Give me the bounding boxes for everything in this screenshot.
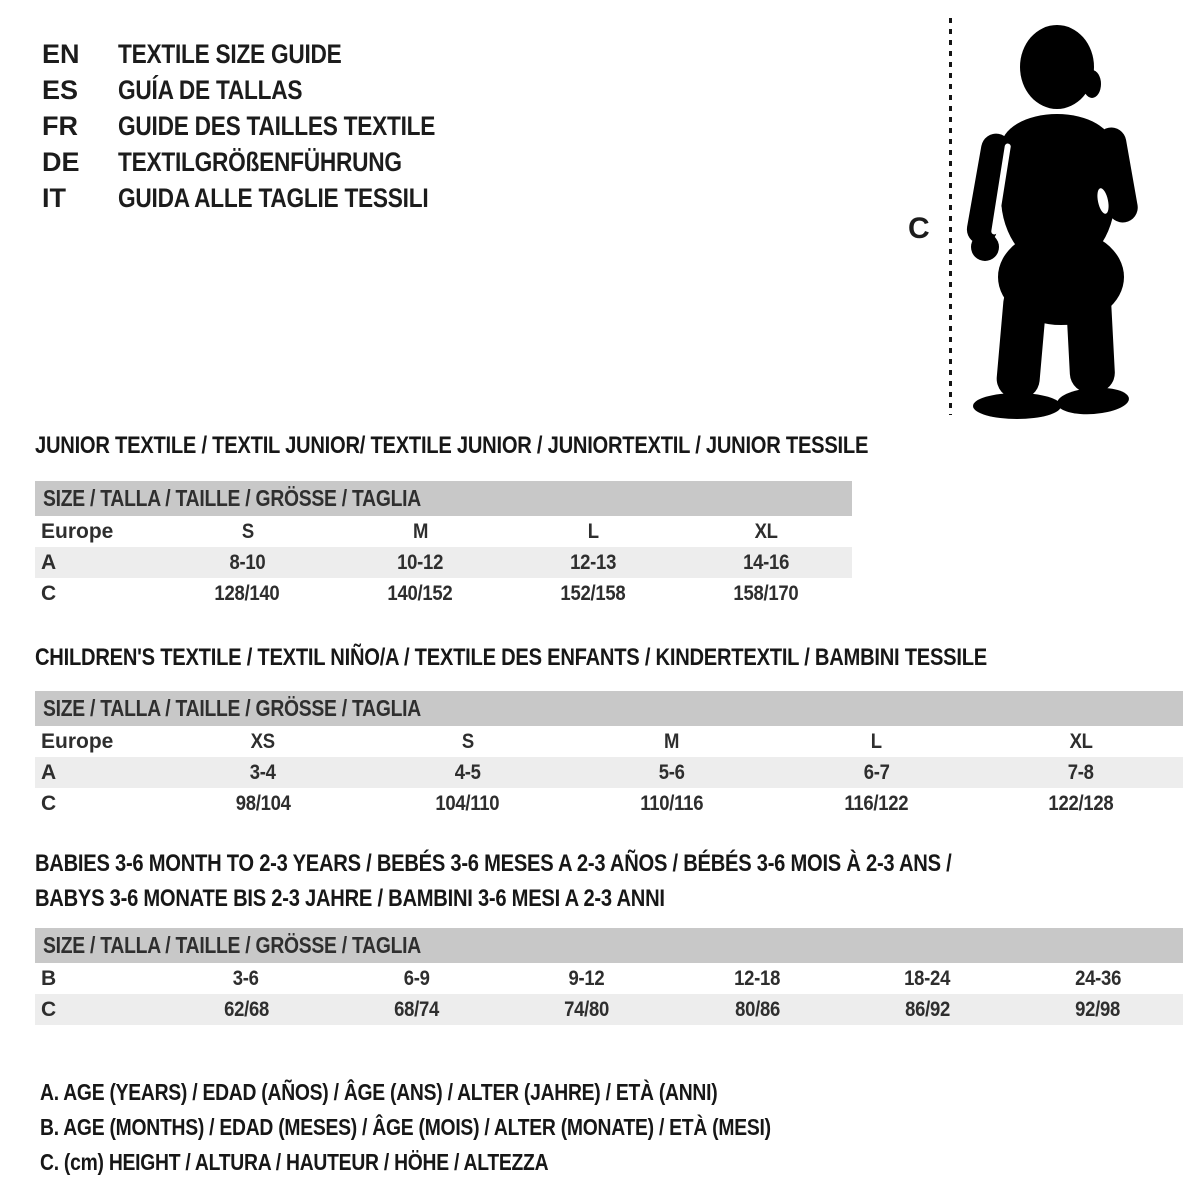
language-code: FR <box>42 111 78 141</box>
value-text: 128/140 <box>214 582 280 605</box>
value-cell <box>334 547 507 578</box>
row-label-cell: A <box>41 551 57 574</box>
legend-text: B. AGE (MONTHS) / EDAD (MESES) / ÂGE (MOIS) / ALTER (MONATE) / ETÀ (MESI) <box>40 1114 771 1140</box>
column-header-cell <box>774 726 978 757</box>
value-text: 24-36 <box>1074 967 1121 990</box>
section-title <box>35 433 1185 459</box>
column-header-cell <box>365 726 569 757</box>
size-header-bar <box>35 928 1183 963</box>
value-text: 152/158 <box>560 582 626 605</box>
row-label-cell: B <box>41 967 57 990</box>
height-measure-label: C <box>908 212 930 245</box>
section-title <box>35 645 1185 671</box>
value-cell <box>331 963 501 994</box>
section-title <box>35 846 1185 881</box>
size-header-text: SIZE / TALLA / TAILLE / GRÖSSE / TAGLIA <box>43 485 421 511</box>
table-row <box>35 788 1183 819</box>
table-row <box>35 578 852 609</box>
value-text: 122/128 <box>1048 792 1114 815</box>
language-label: TEXTILGRÖßENFÜHRUNG <box>118 147 402 177</box>
language-code: DE <box>42 147 80 177</box>
column-header-text: Europe <box>41 730 114 753</box>
section-2 <box>35 846 1185 1025</box>
size-table <box>35 963 1185 1025</box>
value-cell <box>161 757 365 788</box>
column-header-text: XL <box>1069 730 1093 753</box>
value-text: 4-5 <box>454 761 481 784</box>
value-cell <box>842 994 1012 1025</box>
legend-line <box>40 1075 1185 1110</box>
column-header-cell <box>507 516 680 547</box>
value-cell <box>161 994 331 1025</box>
section-title-block <box>35 846 1185 916</box>
legend-line <box>40 1110 1185 1145</box>
value-cell <box>672 994 842 1025</box>
value-cell <box>507 578 680 609</box>
value-text: 14-16 <box>742 551 789 574</box>
column-header-cell <box>161 726 365 757</box>
size-table <box>35 726 1185 819</box>
column-header-text: L <box>870 730 882 753</box>
value-text: 92/98 <box>1075 998 1121 1021</box>
legend <box>40 1075 1185 1180</box>
column-header-cell <box>161 516 334 547</box>
value-text: 110/116 <box>640 792 704 815</box>
value-text: 7-8 <box>1067 761 1094 784</box>
table-row <box>35 994 1183 1025</box>
value-text: 3-6 <box>233 967 260 990</box>
value-text: 12-18 <box>734 967 781 990</box>
value-cell <box>161 788 365 819</box>
value-cell <box>334 578 507 609</box>
value-cell <box>979 788 1183 819</box>
value-text: 3-4 <box>250 761 277 784</box>
section-title-block <box>35 645 1185 671</box>
language-code: ES <box>42 75 79 105</box>
row-label-cell: C <box>41 582 57 605</box>
section-1 <box>35 645 1185 819</box>
size-table <box>35 516 1185 609</box>
value-cell <box>842 963 1012 994</box>
value-text: 9-12 <box>568 967 605 990</box>
value-cell <box>502 963 672 994</box>
value-cell <box>672 963 842 994</box>
section-title-text: JUNIOR TEXTILE / TEXTIL JUNIOR/ TEXTILE JUNIOR / JUNIORTEXTIL / JUNIOR TESSILE <box>35 432 869 459</box>
value-text: 62/68 <box>223 998 269 1021</box>
value-text: 140/152 <box>387 582 453 605</box>
table-header-row <box>35 516 852 547</box>
column-header-cell <box>570 726 774 757</box>
value-text: 116/122 <box>844 792 909 815</box>
section-title-text: BABYS 3-6 MONATE BIS 2-3 JAHRE / BAMBINI 3-6 MESI A 2-3 ANNI <box>35 885 665 912</box>
value-cell <box>679 547 852 578</box>
table-row <box>35 547 852 578</box>
value-cell <box>774 757 978 788</box>
table-row <box>35 963 1183 994</box>
column-header-cell <box>35 726 161 757</box>
value-text: 5-6 <box>659 761 685 784</box>
column-header-text: Europe <box>41 520 114 543</box>
language-code: IT <box>42 183 66 213</box>
value-text: 18-24 <box>904 967 951 990</box>
language-label: GUÍA DE TALLAS <box>118 75 303 105</box>
legend-line <box>40 1145 1185 1180</box>
section-title-block <box>35 433 1185 459</box>
language-label: GUIDE DES TAILLES TEXTILE <box>118 111 436 141</box>
language-label: GUIDA ALLE TAGLIE TESSILI <box>118 183 429 213</box>
value-cell <box>1013 963 1183 994</box>
column-header-cell <box>334 516 507 547</box>
value-text: 8-10 <box>229 551 266 574</box>
size-header-text: SIZE / TALLA / TAILLE / GRÖSSE / TAGLIA <box>43 932 421 958</box>
value-text: 98/104 <box>235 792 291 815</box>
section-title-text: BABIES 3-6 MONTH TO 2-3 YEARS / BEBÉS 3-6 MESES A 2-3 AÑOS / BÉBÉS 3-6 MOIS À 2-3 ANS / <box>35 850 952 877</box>
value-cell <box>507 547 680 578</box>
column-header-cell <box>35 516 161 547</box>
row-label-cell: C <box>41 998 57 1021</box>
value-text: 80/86 <box>734 998 780 1021</box>
size-header-bar <box>35 481 852 516</box>
legend-text: C. (cm) HEIGHT / ALTURA / HAUTEUR / HÖHE / ALTEZZA <box>40 1149 549 1175</box>
value-cell <box>570 788 774 819</box>
value-cell <box>774 788 978 819</box>
value-text: 68/74 <box>394 998 439 1021</box>
value-cell <box>570 757 774 788</box>
column-header-text: M <box>412 520 428 543</box>
value-text: 10-12 <box>397 551 444 574</box>
row-label-cell: C <box>41 792 57 815</box>
row-label-cell: A <box>41 761 57 784</box>
section-title <box>35 881 1185 916</box>
column-header-text: M <box>664 730 680 753</box>
table-header-row <box>35 726 1183 757</box>
size-header-bar <box>35 691 1183 726</box>
size-tables <box>35 0 1185 1180</box>
column-header-cell <box>979 726 1183 757</box>
value-cell <box>161 547 334 578</box>
value-text: 6-9 <box>403 967 430 990</box>
value-cell <box>502 994 672 1025</box>
value-text: 12-13 <box>569 551 616 574</box>
section-title-text: CHILDREN'S TEXTILE / TEXTIL NIÑO/A / TEXTILE DES ENFANTS / KINDERTEXTIL / BAMBINI TESSILE <box>35 644 987 671</box>
language-label: TEXTILE SIZE GUIDE <box>118 39 342 69</box>
column-header-text: L <box>587 520 599 543</box>
value-text: 74/80 <box>564 998 610 1021</box>
value-text: 158/170 <box>733 582 799 605</box>
legend-text: A. AGE (YEARS) / EDAD (AÑOS) / ÂGE (ANS) / ALTER (JAHRE) / ETÀ (ANNI) <box>40 1079 718 1105</box>
value-cell <box>365 788 569 819</box>
value-cell <box>161 963 331 994</box>
table-row <box>35 757 1183 788</box>
value-text: 6-7 <box>863 761 890 784</box>
column-header-text: S <box>461 730 474 753</box>
section-0 <box>35 433 1185 609</box>
column-header-text: XL <box>754 520 778 543</box>
size-header-text: SIZE / TALLA / TAILLE / GRÖSSE / TAGLIA <box>43 695 421 721</box>
value-cell <box>679 578 852 609</box>
column-header-text: S <box>241 520 254 543</box>
value-text: 86/92 <box>905 998 950 1021</box>
value-cell <box>365 757 569 788</box>
value-cell <box>161 578 334 609</box>
value-cell <box>1013 994 1183 1025</box>
language-code: EN <box>42 39 80 69</box>
value-cell <box>979 757 1183 788</box>
value-cell <box>331 994 501 1025</box>
value-text: 104/110 <box>435 792 500 815</box>
column-header-text: XS <box>251 730 276 753</box>
column-header-cell <box>679 516 852 547</box>
